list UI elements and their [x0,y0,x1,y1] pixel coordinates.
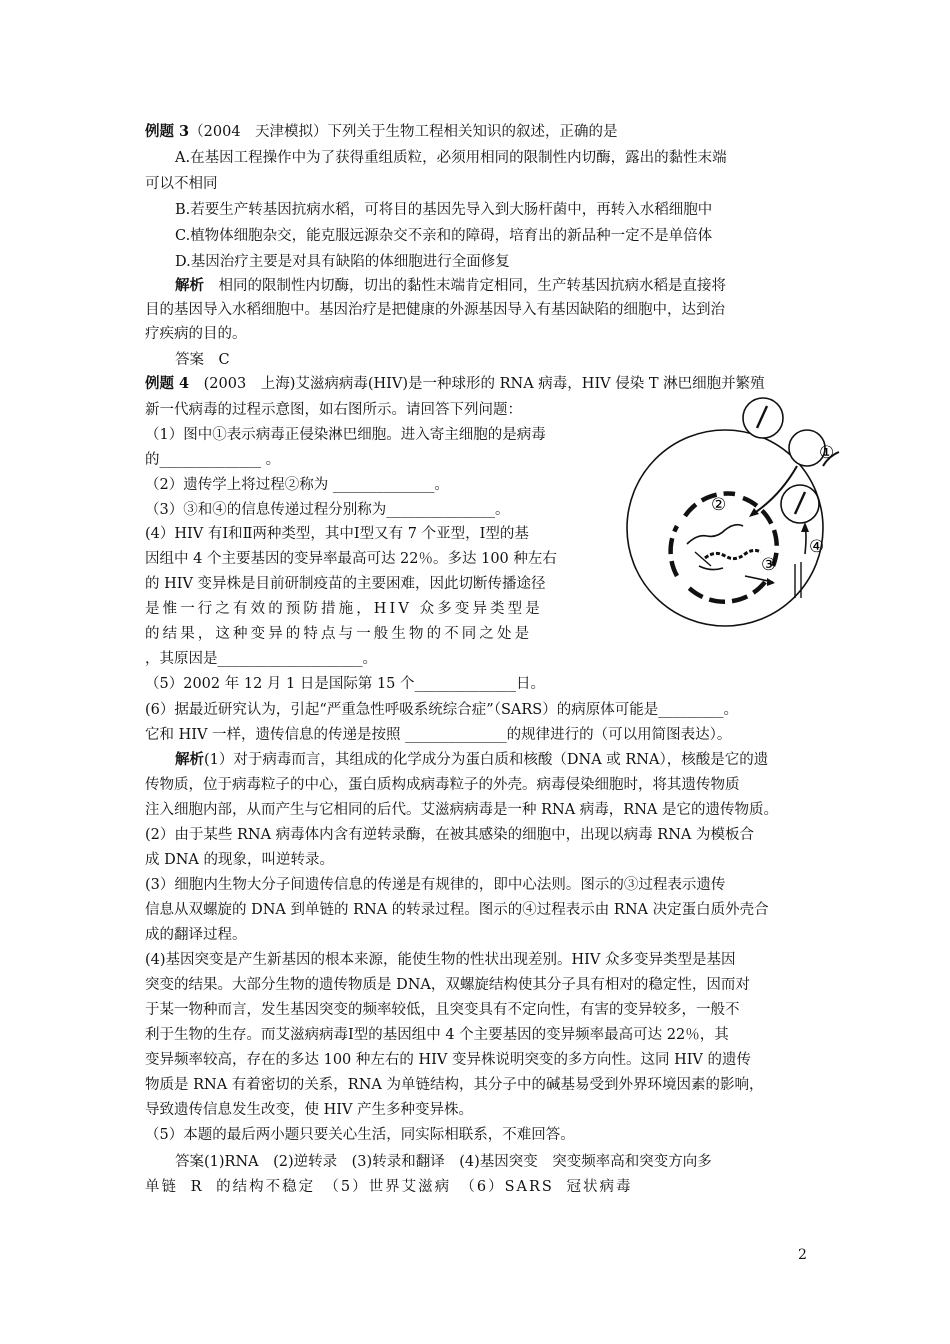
ex4-question-4-line4: 是惟一行之有效的预防措施，HIV 众多变异类型是 [145,601,543,617]
ex3-option-a-line2: 可以不相同 [145,176,218,192]
page-number: 2 [798,1247,807,1263]
ex4-question-1b: 的______________ 。 [145,452,281,468]
ex4-analysis-3-line2: 信息从双螺旋的 DNA 到单链的 RNA 的转录过程。图示的④过程表示由 RNA 决定蛋白质外壳合 [145,902,769,918]
ex4-analysis-4-line6: 物质是 RNA 有着密切的关系，RNA 为单链结构，其分子中的碱基易受到外界环境因素的影响， [145,1077,764,1093]
ex4-analysis-1-line2: 传物质，位于病毒粒子的中心，蛋白质构成病毒粒子的外壳。病毒侵染细胞时，将其遗传物质 [145,777,740,793]
ex4-analysis-4-line3: 于某一物种而言，发生基因突变的频率较低，且突变具有不定向性，有害的变异较多，一般不 [145,1002,740,1018]
ex4-answer-line1: 答案(1)RNA (2)逆转录 (3)转录和翻译 (4)基因突变 突变频率高和突变方向多 [175,1154,712,1170]
ex4-title: 例题 4 [145,375,190,392]
diagram-label-1: ① [819,443,835,463]
ex4-analysis-3-line3: 成的翻译过程。 [145,927,247,943]
diagram-label-2: ② [711,495,727,515]
ex4-question-4-line5: 的结果，这种变异的特点与一般生物的不同之处是 [145,626,533,642]
ex4-analysis-4-line4: 利于生物的生存。而艾滋病病毒Ⅰ型的基因组中 4 个主要基因的变异频率最高可达 22％，其 [145,1027,729,1043]
ex3-analysis-line1 [175,276,726,296]
ex4-question-4-line1: (4）HIV 有Ⅰ和Ⅱ两种类型，其中Ⅰ型又有 7 个亚型，Ⅰ型的基 [145,526,529,542]
ex4-analysis-3-line1: (3）细胞内生物大分子间遗传信息的传递是有规律的，即中心法则。图示的③过程表示遗传 [145,877,726,893]
ex3-analysis-line2: 目的基因导入水稻细胞中。基因治疗是把健康的外源基因导入有基因缺陷的细胞中，达到治 [145,302,725,318]
ex4-intro-line2: 新一代病毒的过程示意图，如右图所示。请回答下列问题： [145,402,522,418]
ex3-analysis-label: 解析 [175,277,204,294]
ex4-analysis-1-line1 [175,750,768,770]
ex4-question-3: （3）③和④的信息传递过程分别称为_______________。 [145,502,510,518]
ex4-question-5: （5）2002 年 12 月 1 日是国际第 15 个______________日。 [145,676,546,692]
ex4-question-4-line3: 的 HIV 变异株是目前研制疫苗的主要困难，因此切断传播途径 [145,576,546,592]
ex3-analysis-line3: 疗疾病的目的。 [145,326,247,342]
ex3-option-d: D.基因治疗主要是对具有缺陷的体细胞进行全面修复 [175,254,510,270]
ex4-analysis-1-line3: 注入细胞内部，从而产生与它相同的后代。艾滋病病毒是一种 RNA 病毒，RNA 是它的遗传物质。 [145,802,778,818]
ex4-question-2: （2）遗传学上将过程②称为 ______________。 [145,477,449,493]
ex4-analysis-4-line7: 导致遗传信息发生改变，使 HIV 产生多种变异株。 [145,1102,474,1118]
diagram-label-4: ④ [809,537,825,557]
ex4-analysis-4-line1: (4)基因突变是产生新基因的根本来源，能使生物的性状出现差别。HIV 众多变异类型是基因 [145,952,736,968]
ex4-question-4-line2: 因组中 4 个主要基因的变异率最高可达 22％。多达 100 种左右 [145,551,557,567]
ex3-heading [145,122,618,142]
ex4-analysis-2-line1: (2）由于某些 RNA 病毒体内含有逆转录酶，在被其感染的细胞中，出现以病毒 RNA 为模板合 [145,827,754,843]
ex4-answer-line2: 单链 R 的结构不稳定 （5）世界艾滋病 （6）SARS 冠状病毒 [145,1179,633,1195]
ex4-question-6-line1: (6）据最近研究认为，引起“严重急性呼吸系统综合症”（SARS）的病原体可能是_________。 [145,702,738,718]
ex4-analysis-4-line5: 变异频率较高，存在的多达 100 种左右的 HIV 变异株说明突变的多方向性。这同 HIV 的遗传 [145,1052,752,1068]
ex3-option-b: B.若要生产转基因抗病水稻，可将目的基因先导入到大肠杆菌中，再转入水稻细胞中 [175,202,713,218]
hiv-infection-diagram [625,386,845,644]
ex3-answer: 答案 C [175,352,230,368]
ex3-analysis-text: 相同的限制性内切酶，切出的黏性末端肯定相同，生产转基因抗病水稻是直接将 [204,278,726,294]
ex3-source: （2004 天津模拟）下列关于生物工程相关知识的叙述，正确的是 [189,124,618,140]
ex4-question-4-line6: ，其原因是____________________。 [145,651,377,667]
diagram-label-3: ③ [761,555,777,575]
ex4-analysis-2-line2: 成 DNA 的现象，叫逆转录。 [145,852,335,868]
ex3-option-a-line1: A.在基因工程操作中为了获得重组质粒，必须用相同的限制性内切酶，露出的黏性末端 [175,150,727,166]
ex4-question-1a: （1）图中①表示病毒正侵染淋巴细胞。进入寄主细胞的是病毒 [145,427,546,443]
ex4-analysis-text: (1）对于病毒而言，其组成的化学成分为蛋白质和核酸（DNA 或 RNA），核酸是它的遗 [204,752,769,768]
virus-particle-entering [743,398,783,438]
ex4-analysis-label: 解析 [175,751,204,768]
ex3-title: 例题 3 [145,123,190,140]
ex4-analysis-4-line2: 突变的结果。大部分生物的遗传物质是 DNA，双螺旋结构使其分子具有相对的稳定性，因而对 [145,977,750,993]
ex4-question-6-line2: 它和 HIV 一样，遗传信息的传递是按照 ______________的规律进行的（可以用简图表达）。 [145,727,732,743]
ex4-intro: (2003 上海)艾滋病病毒(HIV)是一种球形的 RNA 病毒，HIV 侵染 T 淋巴细胞并繁殖 [189,376,765,392]
ex4-analysis-5: （5）本题的最后两小题只要关心生活，同实际相联系，不难回答。 [145,1127,575,1143]
ex3-option-c: C.植物体细胞杂交，能克服远源杂交不亲和的障碍，培育出的新品种一定不是单倍体 [175,228,713,244]
